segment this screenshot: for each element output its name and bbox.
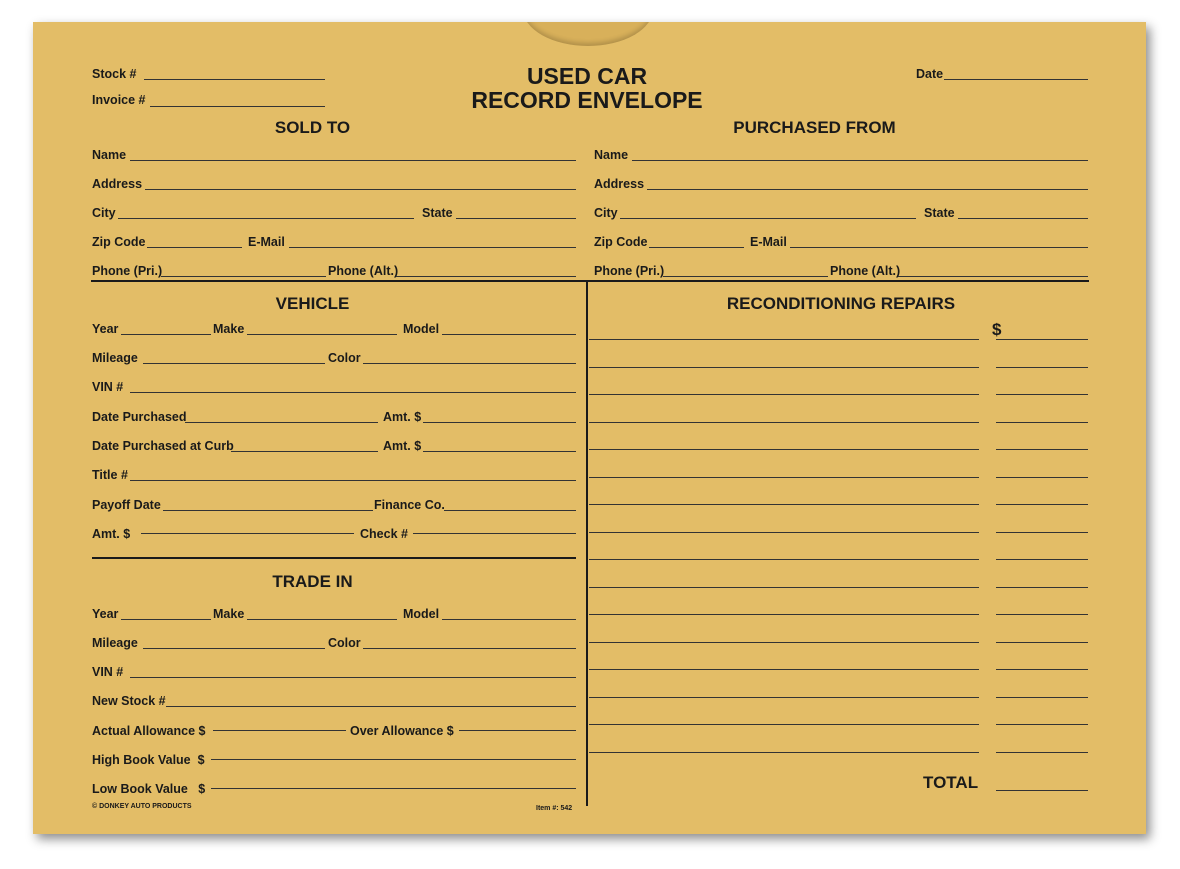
vehicle-title-label: Title # — [92, 468, 128, 482]
sold-to-name-label: Name — [92, 148, 127, 162]
vehicle-mileage-line[interactable] — [143, 363, 325, 364]
vehicle-color-label: Color — [328, 351, 361, 365]
vehicle-curb-amt-line[interactable] — [423, 451, 576, 452]
repair-description-line[interactable] — [589, 504, 979, 505]
vehicle-year-line[interactable] — [121, 334, 211, 335]
section-divider-horizontal — [91, 280, 1089, 282]
purchased-from-state-line[interactable] — [958, 218, 1088, 219]
repair-amount-line[interactable] — [996, 642, 1088, 643]
vehicle-payoff-amt-label: Amt. $ — [92, 527, 131, 541]
sold-to-address-label: Address — [92, 177, 143, 191]
vehicle-year-label: Year — [92, 322, 119, 336]
trade-new-stock-line[interactable] — [166, 706, 576, 707]
repair-description-line[interactable] — [589, 422, 979, 423]
purchased-from-zip-line[interactable] — [649, 247, 744, 248]
vehicle-heading: VEHICLE — [275, 294, 350, 313]
trade-actual-allowance-label: Actual Allowance $ — [92, 724, 206, 738]
vehicle-make-label: Make — [213, 322, 245, 336]
trade-vin-line[interactable] — [130, 677, 576, 678]
invoice-line[interactable] — [150, 106, 325, 107]
vehicle-title-line[interactable] — [130, 480, 576, 481]
sold-to-phone-alt-line[interactable] — [396, 276, 576, 277]
repair-description-line[interactable] — [589, 532, 979, 533]
repair-amount-line[interactable] — [996, 724, 1088, 725]
purchased-from-city-label: City — [594, 206, 618, 220]
purchased-from-phone-alt-line[interactable] — [898, 276, 1088, 277]
purchased-from-state-label: State — [924, 206, 955, 220]
trade-year-line[interactable] — [121, 619, 211, 620]
sold-to-email-label: E-Mail — [248, 235, 285, 249]
sold-to-address-line[interactable] — [145, 189, 576, 190]
vehicle-mileage-label: Mileage — [92, 351, 138, 365]
sold-to-city-label: City — [92, 206, 116, 220]
trade-high-book-label: High Book Value $ — [92, 753, 205, 767]
repair-description-line[interactable] — [589, 587, 979, 588]
repair-amount-line[interactable] — [996, 504, 1088, 505]
repair-amount-line[interactable] — [996, 449, 1088, 450]
sold-to-phone-alt-label: Phone (Alt.) — [328, 264, 399, 278]
vehicle-trade-divider — [92, 557, 576, 559]
trade-actual-allowance-line[interactable] — [213, 730, 346, 731]
vehicle-date-curb-line[interactable] — [231, 451, 378, 452]
trade-new-stock-label: New Stock # — [92, 694, 166, 708]
repair-description-line[interactable] — [589, 724, 979, 725]
vehicle-payoff-date-line[interactable] — [163, 510, 373, 511]
form-title — [387, 64, 787, 112]
trade-in-heading: TRADE IN — [272, 572, 353, 591]
vehicle-check-line[interactable] — [413, 533, 576, 534]
purchased-from-phone-alt-label: Phone (Alt.) — [830, 264, 901, 278]
repairs-total-label: TOTAL — [923, 773, 979, 792]
trade-make-label: Make — [213, 607, 245, 621]
purchased-from-heading: PURCHASED FROM — [733, 118, 896, 137]
brand-logo: © DONKEY AUTO PRODUCTS — [92, 803, 192, 810]
purchased-from-phone-pri-label: Phone (Pri.) — [594, 264, 665, 278]
repairs-heading: RECONDITIONING REPAIRS — [726, 294, 956, 313]
repair-amount-line[interactable] — [996, 532, 1088, 533]
trade-over-allowance-line[interactable] — [459, 730, 576, 731]
vehicle-payoff-date-label: Payoff Date — [92, 498, 161, 512]
sold-to-name-line[interactable] — [130, 160, 576, 161]
vehicle-amt-label: Amt. $ — [383, 410, 422, 424]
vehicle-vin-line[interactable] — [130, 392, 576, 393]
purchased-from-email-line[interactable] — [790, 247, 1088, 248]
vehicle-date-curb-label: Date Purchased at Curb — [92, 439, 234, 453]
repair-amount-line[interactable] — [996, 559, 1088, 560]
vehicle-model-label: Model — [403, 322, 440, 336]
repair-description-line[interactable] — [589, 559, 979, 560]
vehicle-color-line[interactable] — [363, 363, 576, 364]
title-line-2: RECORD ENVELOPE — [471, 87, 703, 113]
sold-to-state-label: State — [422, 206, 453, 220]
sold-to-city-line[interactable] — [118, 218, 414, 219]
repair-description-line[interactable] — [589, 339, 979, 340]
vehicle-check-label: Check # — [360, 527, 408, 541]
repair-description-line[interactable] — [589, 614, 979, 615]
vehicle-vin-label: VIN # — [92, 380, 124, 394]
vehicle-date-purchased-label: Date Purchased — [92, 410, 187, 424]
vehicle-model-line[interactable] — [442, 334, 576, 335]
trade-make-line[interactable] — [247, 619, 397, 620]
envelope-flap — [523, 22, 653, 46]
section-divider-vertical — [586, 281, 588, 806]
purchased-from-city-line[interactable] — [620, 218, 916, 219]
trade-color-line[interactable] — [363, 648, 576, 649]
repair-amount-line[interactable] — [996, 669, 1088, 670]
repair-amount-line[interactable] — [996, 339, 1088, 340]
invoice-label: Invoice # — [92, 93, 146, 107]
purchased-from-name-label: Name — [594, 148, 629, 162]
repair-description-line[interactable] — [589, 449, 979, 450]
repair-description-line[interactable] — [589, 697, 979, 698]
vehicle-make-line[interactable] — [247, 334, 397, 335]
repair-amount-line[interactable] — [996, 614, 1088, 615]
purchased-from-phone-pri-line[interactable] — [663, 276, 828, 277]
trade-low-book-line[interactable] — [211, 788, 576, 789]
purchased-from-email-label: E-Mail — [750, 235, 787, 249]
repairs-total-line[interactable] — [996, 790, 1088, 791]
trade-vin-label: VIN # — [92, 665, 124, 679]
stock-line[interactable] — [144, 79, 325, 80]
repair-description-line[interactable] — [589, 367, 979, 368]
trade-year-label: Year — [92, 607, 119, 621]
sold-to-state-line[interactable] — [456, 218, 576, 219]
sold-to-email-line[interactable] — [289, 247, 576, 248]
repair-description-line[interactable] — [589, 642, 979, 643]
repair-description-line[interactable] — [589, 669, 979, 670]
vehicle-finance-co-label: Finance Co. — [374, 498, 445, 512]
vehicle-curb-amt-label: Amt. $ — [383, 439, 422, 453]
purchased-from-address-label: Address — [594, 177, 645, 191]
repair-amount-line[interactable] — [996, 477, 1088, 478]
trade-high-book-line[interactable] — [211, 759, 576, 760]
trade-low-book-label: Low Book Value $ — [92, 782, 206, 796]
sold-to-phone-pri-line[interactable] — [161, 276, 326, 277]
trade-model-label: Model — [403, 607, 440, 621]
repair-description-line[interactable] — [589, 394, 979, 395]
item-number: Item #: 542 — [536, 805, 573, 812]
sold-to-zip-label: Zip Code — [92, 235, 146, 249]
sold-to-phone-pri-label: Phone (Pri.) — [92, 264, 163, 278]
purchased-from-zip-label: Zip Code — [594, 235, 648, 249]
date-line[interactable] — [944, 79, 1088, 80]
repair-amount-line[interactable] — [996, 587, 1088, 588]
repair-amount-line[interactable] — [996, 752, 1088, 753]
trade-model-line[interactable] — [442, 619, 576, 620]
trade-over-allowance-label: Over Allowance $ — [350, 724, 454, 738]
trade-mileage-line[interactable] — [143, 648, 325, 649]
vehicle-amt-line[interactable] — [423, 422, 576, 423]
vehicle-finance-co-line[interactable] — [444, 510, 576, 511]
purchased-from-address-line[interactable] — [647, 189, 1088, 190]
vehicle-date-purchased-line[interactable] — [185, 422, 378, 423]
repair-description-line[interactable] — [589, 752, 979, 753]
repair-amount-line[interactable] — [996, 394, 1088, 395]
repair-amount-line[interactable] — [996, 697, 1088, 698]
repair-amount-line[interactable] — [996, 367, 1088, 368]
sold-to-zip-line[interactable] — [147, 247, 242, 248]
record-envelope — [33, 22, 1146, 834]
date-label: Date — [916, 67, 944, 81]
title-line-1: USED CAR — [526, 63, 648, 89]
repair-description-line[interactable] — [589, 477, 979, 478]
repairs-dollar-sign: $ — [992, 320, 1002, 339]
stock-label: Stock # — [92, 67, 137, 81]
vehicle-payoff-amt-line[interactable] — [141, 533, 354, 534]
trade-mileage-label: Mileage — [92, 636, 138, 650]
trade-color-label: Color — [328, 636, 361, 650]
repair-amount-line[interactable] — [996, 422, 1088, 423]
purchased-from-name-line[interactable] — [632, 160, 1088, 161]
sold-to-heading: SOLD TO — [274, 118, 351, 137]
